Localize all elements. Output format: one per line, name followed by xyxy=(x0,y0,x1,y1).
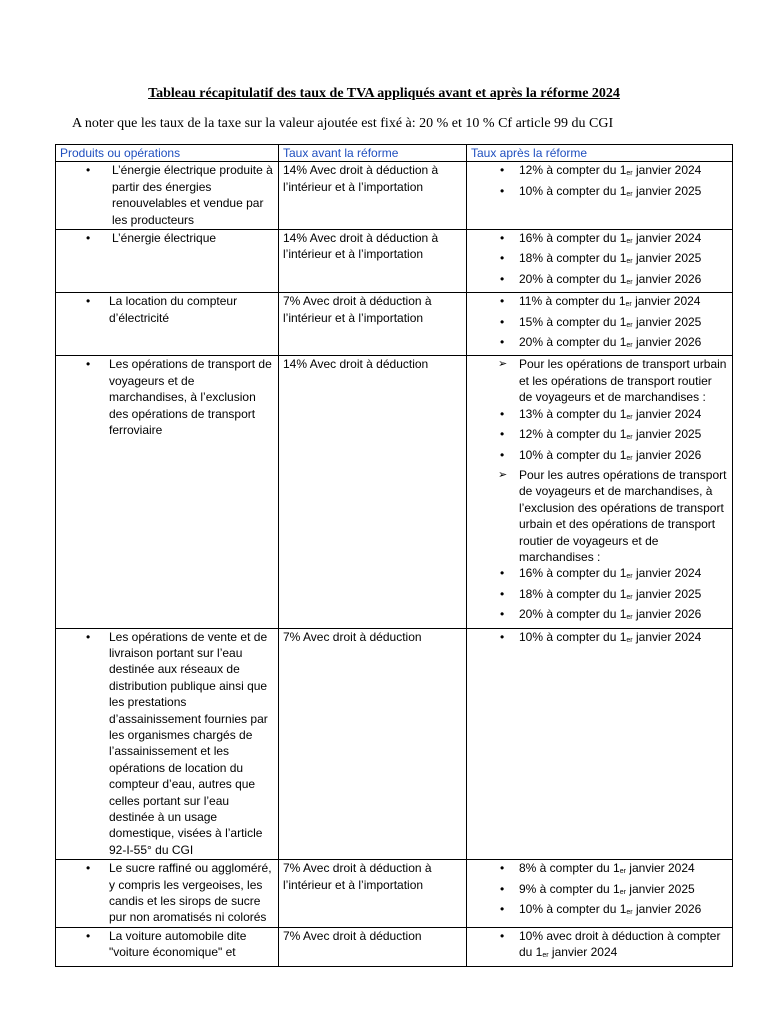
rate-item xyxy=(471,314,728,334)
rate-text: 20% à compter du 1 xyxy=(519,607,627,622)
rate-date: janvier 2024 xyxy=(631,294,701,309)
rate-date: janvier 2024 xyxy=(632,629,702,644)
rate-item xyxy=(471,250,728,270)
rate-text: 10% avec droit à déduction à compter du 1 xyxy=(519,928,721,960)
rate-item xyxy=(471,447,728,467)
product-cell xyxy=(56,927,279,966)
rate-item xyxy=(471,881,728,901)
rate-after-cell xyxy=(467,230,733,293)
rate-before-cell: 7% Avec droit à déduction à l’intérieur et à l’importation xyxy=(279,293,467,356)
ordinal-suffix: er xyxy=(619,868,626,876)
rate-date: janvier 2025 xyxy=(632,427,702,442)
table-row xyxy=(56,628,733,860)
ordinal-suffix: er xyxy=(626,573,633,581)
rate-date: janvier 2024 xyxy=(632,163,702,178)
rate-text: 18% à compter du 1 xyxy=(519,586,627,601)
rate-subheading: ➢ Pour les opérations de transport urbain et les opérations de transport routier de voyageurs et de marchandises : xyxy=(471,356,728,405)
rate-text: 20% à compter du 1 xyxy=(519,335,627,350)
ordinal-suffix: er xyxy=(626,434,633,442)
product-cell xyxy=(56,356,279,628)
ordinal-suffix: er xyxy=(625,301,632,309)
ordinal-suffix: er xyxy=(626,636,633,644)
rate-text: 10% à compter du 1 xyxy=(519,629,627,644)
ordinal-suffix: er xyxy=(626,278,633,286)
product-label: • Le sucre raffiné ou aggloméré, y compris les vergeoises, les candis et les sirops de sucre pur non aromatisés ni colorés xyxy=(60,860,274,926)
header-rate-after: Taux après la réforme xyxy=(467,145,733,162)
ordinal-suffix: er xyxy=(626,190,633,198)
ordinal-suffix: er xyxy=(626,909,633,917)
rate-after-cell xyxy=(467,293,733,356)
rate-item xyxy=(471,406,728,426)
rate-date: janvier 2025 xyxy=(632,314,702,329)
rate-item xyxy=(471,928,728,965)
rate-date: janvier 2026 xyxy=(632,271,702,286)
product-cell xyxy=(56,162,279,230)
rate-item xyxy=(471,629,728,649)
rate-date: janvier 2025 xyxy=(632,586,702,601)
rate-date: janvier 2024 xyxy=(632,406,702,421)
rate-item xyxy=(471,271,728,291)
table-row xyxy=(56,162,733,230)
document-title: Tableau récapitulatif des taux de TVA appliqués avant et après la réforme 2024 xyxy=(148,86,620,101)
rate-text: 13% à compter du 1 xyxy=(519,406,627,421)
rate-text: 20% à compter du 1 xyxy=(519,271,627,286)
note-paragraph: A noter que les taux de la taxe sur la valeur ajoutée est fixé à: 20 % et 10 % Cf article 99 du CGI xyxy=(72,116,614,131)
ordinal-suffix: er xyxy=(626,593,633,601)
product-cell xyxy=(56,293,279,356)
ordinal-suffix: er xyxy=(626,258,633,266)
rate-item xyxy=(471,183,728,203)
ordinal-suffix: er xyxy=(626,238,633,246)
rate-date: janvier 2025 xyxy=(632,251,702,266)
rate-item xyxy=(471,293,728,313)
rate-item xyxy=(471,162,728,182)
table-row xyxy=(56,230,733,293)
rate-text: 10% à compter du 1 xyxy=(519,902,627,917)
rate-item xyxy=(471,606,728,626)
rate-text: 12% à compter du 1 xyxy=(519,427,627,442)
rate-text: 15% à compter du 1 xyxy=(519,314,627,329)
ordinal-suffix: er xyxy=(626,614,633,622)
ordinal-suffix: er xyxy=(626,454,633,462)
rate-after-cell xyxy=(467,628,733,860)
rate-item xyxy=(471,565,728,585)
product-label: • L’énergie électrique xyxy=(60,230,274,246)
ordinal-suffix: er xyxy=(619,888,626,896)
rate-before-cell: 14% Avec droit à déduction à l’intérieur et à l’importation xyxy=(279,230,467,293)
ordinal-suffix: er xyxy=(626,170,633,178)
vat-rates-table xyxy=(55,144,733,967)
rate-date: janvier 2026 xyxy=(632,902,702,917)
rate-before-cell: 7% Avec droit à déduction xyxy=(279,628,467,860)
rate-item xyxy=(471,426,728,446)
rate-before-cell: 7% Avec droit à déduction xyxy=(279,927,467,966)
table-row xyxy=(56,860,733,928)
rate-text: 10% à compter du 1 xyxy=(519,447,627,462)
product-cell xyxy=(56,860,279,928)
rate-text: 10% à compter du 1 xyxy=(519,183,627,198)
rate-date: janvier 2025 xyxy=(632,183,702,198)
rate-item xyxy=(471,586,728,606)
product-label: • La voiture automobile dite "voiture économique" et xyxy=(60,928,274,961)
rate-date: janvier 2024 xyxy=(632,231,702,246)
rate-date: janvier 2026 xyxy=(632,447,702,462)
product-cell xyxy=(56,230,279,293)
rate-item xyxy=(471,901,728,921)
product-label: • L’énergie électrique produite à partir des énergies renouvelables et vendue par les producteurs xyxy=(60,162,274,228)
rate-before-cell: 14% Avec droit à déduction xyxy=(279,356,467,628)
rate-before-cell: 7% Avec droit à déduction à l’intérieur et à l’importation xyxy=(279,860,467,928)
table-row xyxy=(56,927,733,966)
rate-after-cell xyxy=(467,927,733,966)
table-body xyxy=(56,162,733,966)
header-products: Produits ou opérations xyxy=(56,145,279,162)
rate-date: janvier 2025 xyxy=(625,881,695,896)
rate-after-cell xyxy=(467,860,733,928)
rate-item xyxy=(471,334,728,354)
rate-after-cell xyxy=(467,162,733,230)
rate-subheading: ➢ Pour les autres opérations de transport de voyageurs et de marchandises, à l’exclusion des opérations de transport urbain et des opérations de transport routier de voyageurs et de marchandises : xyxy=(471,467,728,565)
product-label: • Les opérations de transport de voyageurs et de marchandises, à l’exclusion des opérations de transport ferroviaire xyxy=(60,356,274,438)
rate-date: janvier 2024 xyxy=(625,861,695,876)
product-label: • Les opérations de vente et de livraison portant sur l’eau destinée aux réseaux de distribution publique ainsi que les prestations d’assainissement fournies par les organismes chargés de l’assainissement et les opérations de location du compteur d’eau, autres que celles portant sur l’eau destinée à un usage domestique, visées à l’article 92-I-55° du CGI xyxy=(60,629,274,859)
rate-text: 16% à compter du 1 xyxy=(519,231,627,246)
rate-date: janvier 2026 xyxy=(632,335,702,350)
rate-date: janvier 2026 xyxy=(632,607,702,622)
rate-after-cell xyxy=(467,356,733,628)
ordinal-suffix: er xyxy=(542,952,549,960)
rate-date: janvier 2024 xyxy=(548,945,618,960)
table-row xyxy=(56,356,733,628)
rate-text: 11% à compter du 1 xyxy=(519,294,626,309)
rate-text: 16% à compter du 1 xyxy=(519,566,627,581)
ordinal-suffix: er xyxy=(626,342,633,350)
ordinal-suffix: er xyxy=(626,321,633,329)
rate-text: 8% à compter du 1 xyxy=(519,861,620,876)
product-cell xyxy=(56,628,279,860)
table-row xyxy=(56,293,733,356)
rate-date: janvier 2024 xyxy=(632,566,702,581)
ordinal-suffix: er xyxy=(626,413,633,421)
product-label: • La location du compteur d’électricité xyxy=(60,293,274,326)
rate-item xyxy=(471,230,728,250)
rate-text: 9% à compter du 1 xyxy=(519,881,620,896)
rate-before-cell: 14% Avec droit à déduction à l’intérieur et à l’importation xyxy=(279,162,467,230)
table-header-row xyxy=(56,145,733,162)
rate-item xyxy=(471,860,728,880)
rate-text: 12% à compter du 1 xyxy=(519,163,627,178)
header-rate-before: Taux avant la réforme xyxy=(279,145,467,162)
rate-text: 18% à compter du 1 xyxy=(519,251,627,266)
